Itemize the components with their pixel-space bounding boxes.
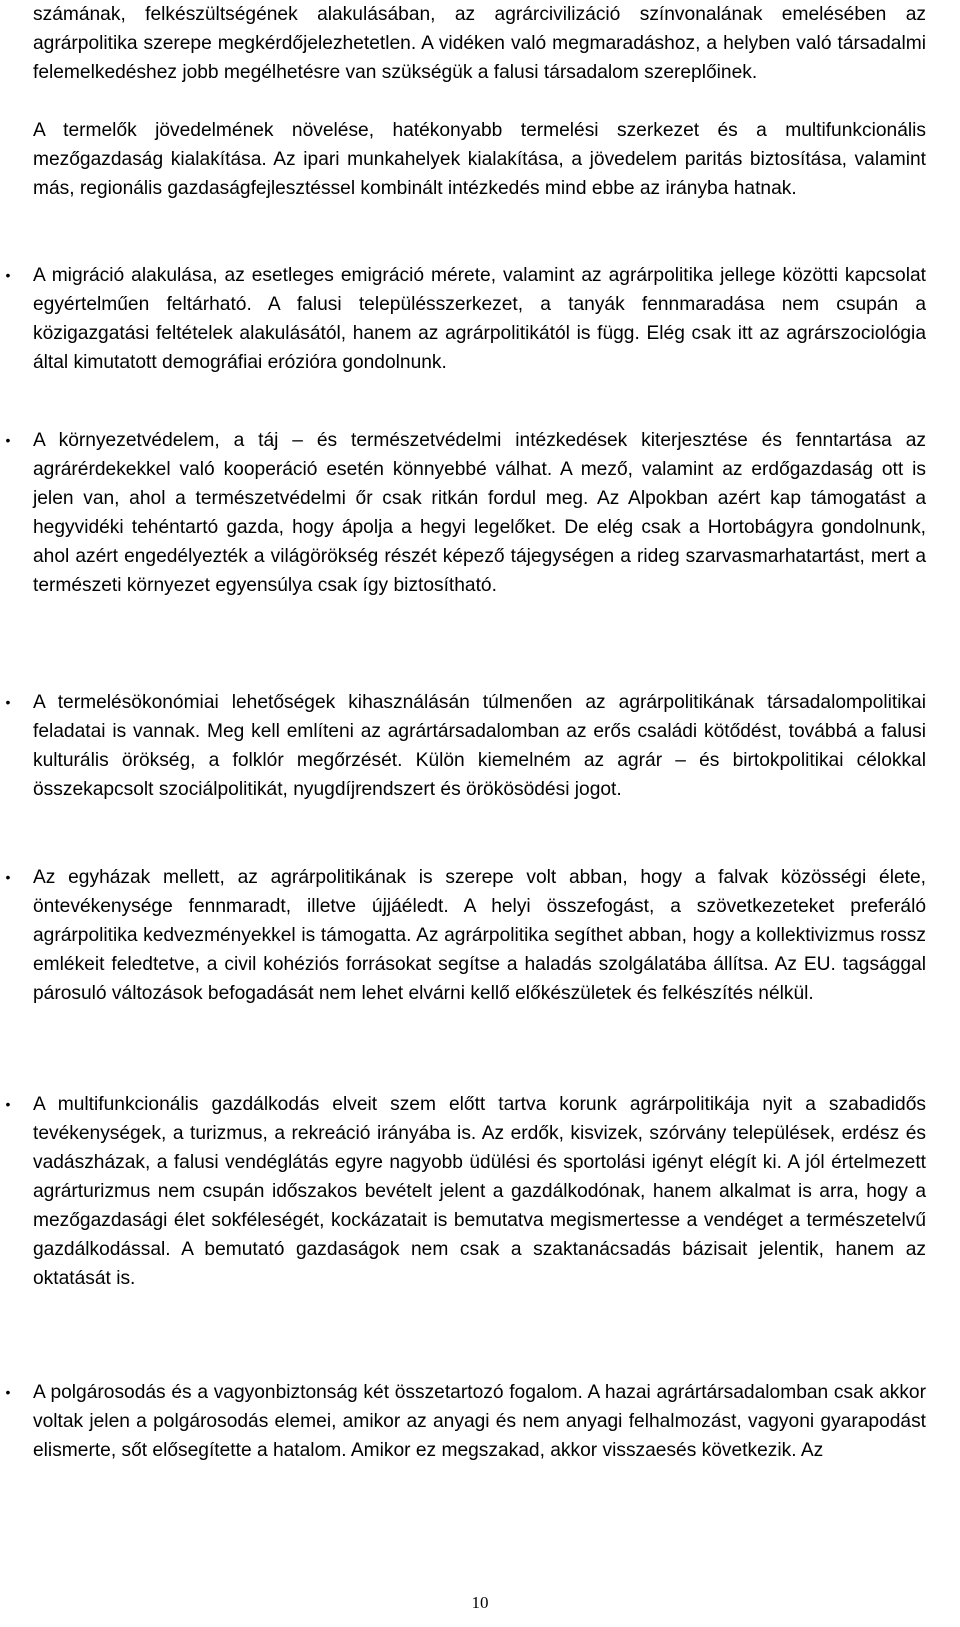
bullet-text: A környezetvédelem, a táj – és természetvédelmi intézkedések kiterjesztése és fenntartása az agrárérdekekkel való kooperáció esetén könnyebbé válhat. A mező, valamint az erdőgazdaság ott is jelen van, ahol a természetvédelmi őr csak ritkán fordul meg. Az Alpokban azért kap támogatást a hegyvidéki tehéntartó gazda, hogy ápolja a hegyi legelőket. De elég csak a Hortobágyra gondolnunk, ahol azért engedélyezték a világörökség részét képező tájegységen a rideg szarvasmarhatartást, mert a természeti környezet egyensúlya csak így biztosítható. <box>33 430 926 596</box>
bullet-marker: • <box>5 869 11 885</box>
intro-paragraph-2: A termelők jövedelmének növelése, hatékonyabb termelési szerkezet és a multifunkcionális mezőgazdaság kialakítása. Az ipari munkahelyek kialakítása, a jövedelem paritás biztosítása, valamint más, regionális gazdaságfejlesztéssel kombinált intézkedés mind ebbe az irányba hatnak. <box>33 120 926 199</box>
bullet-item-embourgeoisement <box>5 1378 926 1465</box>
bullet-item-environment <box>5 426 926 600</box>
page-number: 10 <box>471 1593 489 1612</box>
bullet-marker: • <box>5 1384 11 1400</box>
bullet-marker: • <box>5 267 11 283</box>
bullet-item-churches <box>5 863 926 1008</box>
bullet-text: A termelésökonómiai lehetőségek kihasználásán túlmenően az agrárpolitikának társadalompolitikai feladatai is vannak. Meg kell említeni az agrártársadalomban az erős családi kötődést, továbbá a falusi kulturális örökség, a folklór megőrzését. Külön kiemelném az agrár – és birtokpolitikai célokkal összekapcsolt szociálpolitikát, nyugdíjrendszert és örökösödési jogot. <box>33 692 926 800</box>
bullet-marker: • <box>5 432 11 448</box>
bullet-item-migration <box>5 261 926 377</box>
bullet-marker: • <box>5 1096 11 1112</box>
bullet-item-multifunctional <box>5 1090 926 1293</box>
bullet-text: A migráció alakulása, az esetleges emigráció mérete, valamint az agrárpolitika jellege közötti kapcsolat egyértelműen feltárható. A falusi településszerkezet, a tanyák fennmaradása nem csupán a közigazgatási feltételek alakulásától, hanem az agrárpolitikától is függ. Elég csak itt az agrárszociológia által kimutatott demográfiai erózióra gondolnunk. <box>33 265 926 373</box>
intro-paragraph-1: számának, felkészültségének alakulásában, az agrárcivilizáció színvonalának emelésében az agrárpolitika szerepe megkérdőjelezhetetlen. A vidéken való megmaradáshoz, a helyben való társadalmi felemelkedéshez jobb megélhetésre van szükségük a falusi társadalom szereplőinek. <box>33 4 926 83</box>
bullet-item-social-policy <box>5 688 926 804</box>
bullet-text: Az egyházak mellett, az agrárpolitikának is szerepe volt abban, hogy a falvak közösségi élete, öntevékenysége fennmaradt, illetve újjáéledt. A helyi összefogást, a szövetkezeteket preferáló agrárpolitika kedvezményekkel is támogatta. Az agrárpolitika segíthet abban, hogy a kollektivizmus rossz emlékeit feledtetve, a civil kohéziós forrásokat segítse a haladás szolgálatába állítsa. Az EU. tagsággal párosuló változások befogadását nem lehet elvárni kellő előkészületek és felkészítés nélkül. <box>33 867 926 1004</box>
bullet-text: A multifunkcionális gazdálkodás elveit szem előtt tartva korunk agrárpolitikája nyit a szabadidős tevékenységek, a turizmus, a rekreáció irányába is. Az erdők, kisvizek, szórvány települések, erdész és vadászházak, a falusi vendéglátás egyre nagyobb üdülési és sportolási igényt elégít ki. A jól értelmezett agrárturizmus nem csupán időszakos bevételt jelent a gazdálkodónak, hanem alkalmat is arra, hogy a mezőgazdasági élet sokféleségét, kockázatait is bemutatva megismertesse a vendéget a természetelvű gazdálkodással. A bemutató gazdaságok nem csak a szaktanácsadás bázisait jelentik, hanem az oktatását is. <box>33 1094 926 1289</box>
bullet-marker: • <box>5 694 11 710</box>
bullet-text: A polgárosodás és a vagyonbiztonság két összetartozó fogalom. A hazai agrártársadalomban csak akkor voltak jelen a polgárosodás elemei, amikor az anyagi és nem anyagi felhalmozást, vagyoni gyarapodást elismerte, sőt elősegítette a hatalom. Amikor ez megszakad, akkor visszaesés következik. Az <box>33 1382 926 1461</box>
